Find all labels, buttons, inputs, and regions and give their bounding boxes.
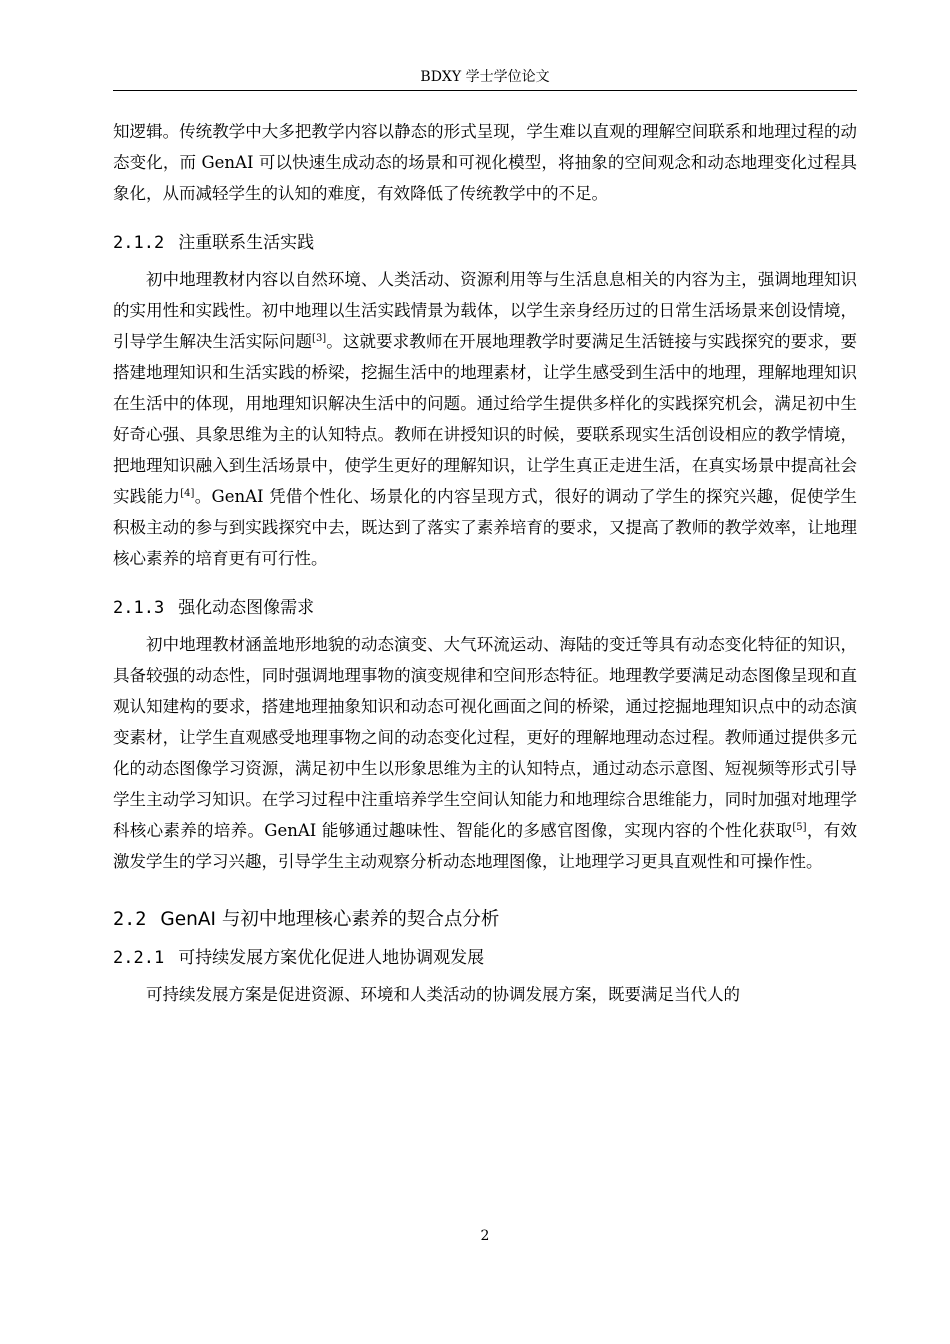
citation-5: [5] [792, 822, 807, 833]
section-title: 注重联系生活实践 [178, 233, 315, 253]
section-number: 2.2 [113, 909, 147, 930]
paragraph-text: ，有效激发学生的学习兴趣，引导学生主动观察分析动态地理图像，让地理学习更具直观性和可操作性。 [113, 821, 857, 871]
section-heading-2-1-2 [113, 228, 857, 258]
section-number: 2.1.3 [113, 598, 165, 618]
citation-3: [3] [312, 333, 327, 344]
paragraph-2-2-1: 可持续发展方案是促进资源、环境和人类活动的协调发展方案，既要满足当代人的 [146, 985, 740, 1004]
section-number: 2.1.2 [113, 233, 165, 253]
paragraph-text: 初中地理教材涵盖地形地貌的动态演变、大气环流运动、海陆的变迁等具有动态变化特征的知识，具备较强的动态性，同时强调地理事物的演变规律和空间形态特征。地理教学要满足动态图像呈现和直观认知建构的要求，搭建地理抽象知识和动态可视化画面之间的桥梁，通过挖掘地理知识点中的动态演变素材，让学生直观感受地理事物之间的动态变化过程，更好的理解地理动态过程。教师通过提供多元化的动态图像学习资源，满足初中生以形象思维为主的认知特点，通过动态示意图、短视频等形式引导学生主动学习知识。在学习过程中注重培养学生空间认知能力和地理综合思维能力，同时加强对地理学科核心素养的培养。GenAI 能够通过趣味性、智能化的多感官图像，实现内容的个性化获取 [113, 635, 857, 840]
paragraph-text: 。这就要求教师在开展地理教学时要满足生活链接与实践探究的要求，要搭建地理知识和生活实践的桥梁，挖掘生活中的地理素材，让学生感受到生活中的地理，理解地理知识在生活中的体现，用地理知识解决生活中的问题。通过给学生提供多样化的实践探究机会，满足初中生好奇心强、具象思维为主的认知特点。教师在讲授知识的时候，要联系现实生活创设相应的教学情境，把地理知识融入到生活场景中，使学生更好的理解知识，让学生真正走进生活，在真实场景中提高社会实践能力 [113, 332, 858, 506]
citation-4: [4] [180, 488, 195, 499]
section-heading-2-1-3 [113, 593, 857, 623]
paragraph-2-1-3 [113, 629, 857, 877]
paragraph-text: 。GenAI 凭借个性化、场景化的内容呈现方式，很好的调动了学生的探究兴趣，促使学生积极主动的参与到实践探究中去，既达到了落实了素养培育的要求，又提高了教师的教学效率，让地理核心素养的培育更有可行性。 [113, 487, 857, 568]
section-heading-2-2 [113, 905, 857, 935]
paragraph-continued: 知逻辑。传统教学中大多把教学内容以静态的形式呈现，学生难以直观的理解空间联系和地理过程的动态变化，而 GenAI 可以快速生成动态的场景和可视化模型，将抽象的空间观念和动态地理变化过程具象化，从而减轻学生的认知的难度，有效降低了传统教学中的不足。 [113, 122, 857, 203]
section-number: 2.2.1 [113, 948, 165, 968]
paragraph-text: 初中地理教材内容以自然环境、人类活动、资源利用等与生活息息相关的内容为主，强调地理知识的实用性和实践性。初中地理以生活实践情景为载体，以学生亲身经历过的日常生活场景来创设情境，引导学生解决生活实际问题 [113, 270, 857, 351]
section-title: GenAI 与初中地理核心素养的契合点分析 [160, 909, 500, 930]
header-divider [113, 90, 857, 91]
page-number: 2 [480, 1228, 490, 1244]
paragraph-2-1-2 [113, 264, 857, 574]
running-header: BDXY 学士学位论文 [420, 69, 550, 85]
section-heading-2-2-1 [113, 943, 857, 973]
section-title: 强化动态图像需求 [178, 598, 315, 618]
section-title: 可持续发展方案优化促进人地协调观发展 [178, 948, 485, 968]
page-body [113, 116, 857, 1010]
